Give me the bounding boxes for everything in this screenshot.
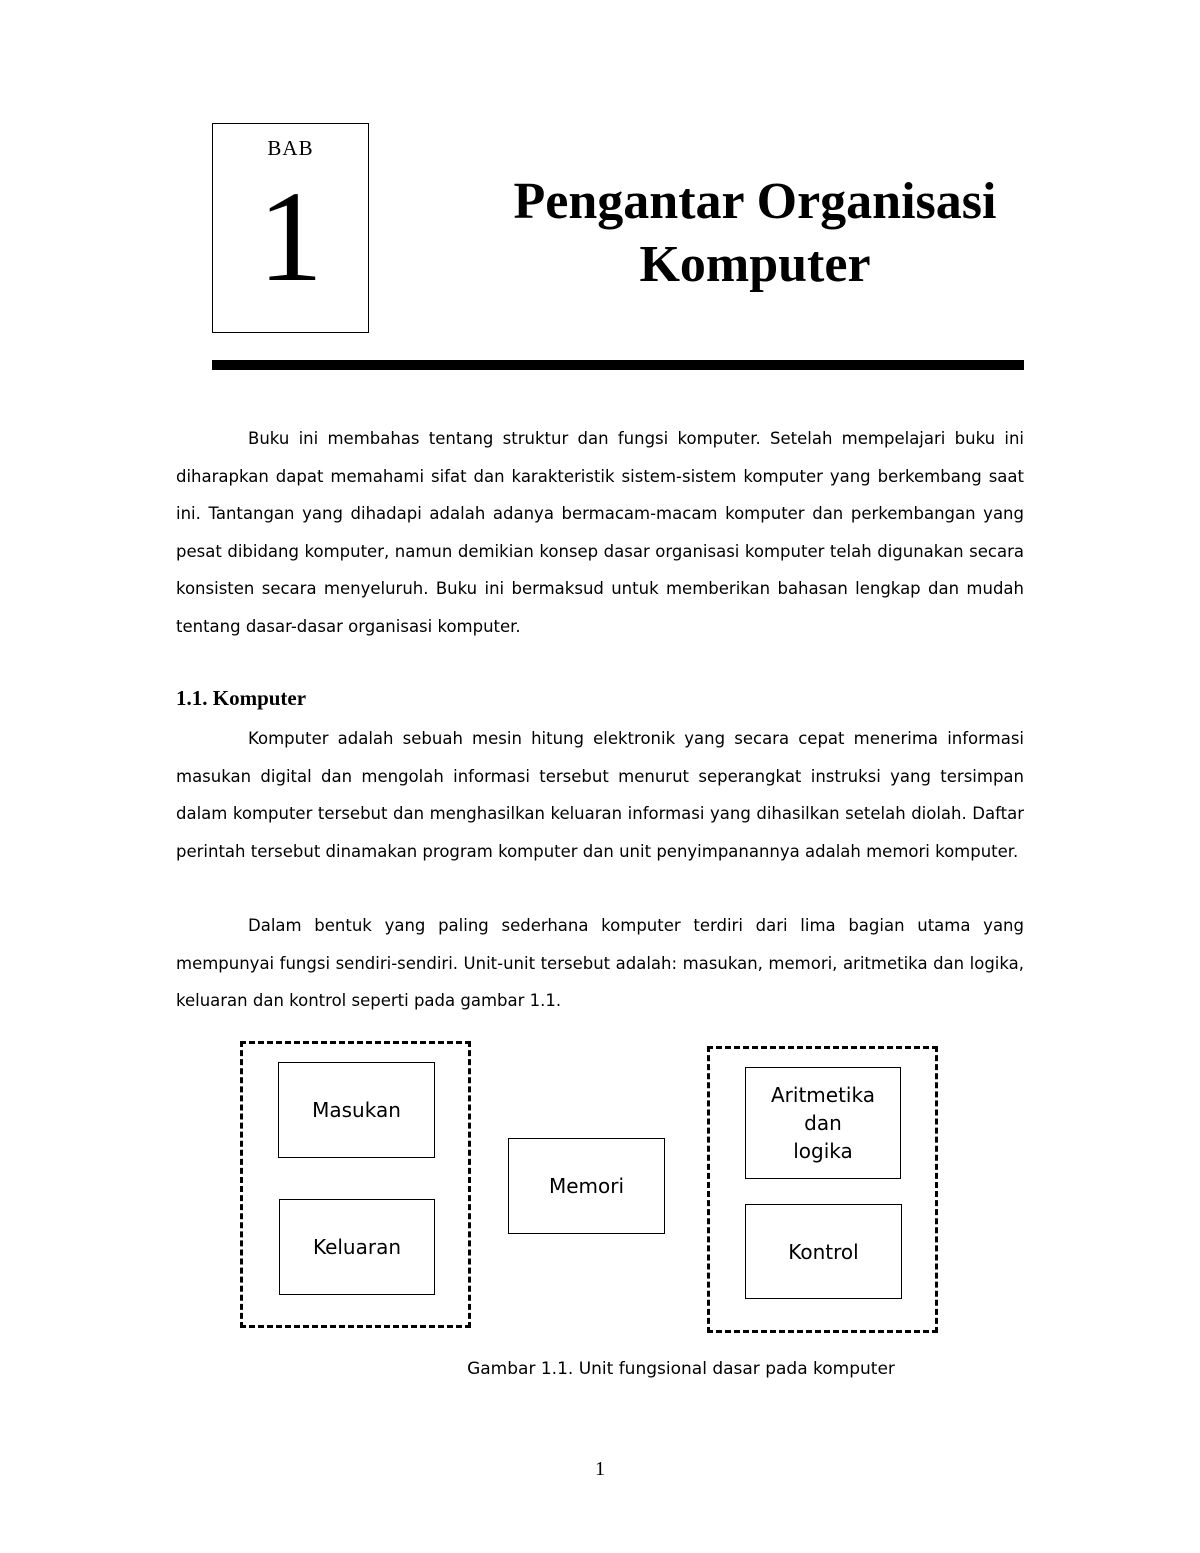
- memori-box: [508, 1138, 665, 1234]
- section-paragraph-2: Dalam bentuk yang paling sederhana komputer terdiri dari lima bagian utama yang mempunyai fungsi sendiri-sendiri. Unit-unit tersebut adalah: masukan, memori, aritmetika dan logika, keluaran dan kontrol seperti pada gambar 1.1.: [176, 916, 1024, 1010]
- alu-label-line-3: logika: [793, 1139, 853, 1163]
- intro-paragraph: Buku ini membahas tentang struktur dan fungsi komputer. Setelah mempelajari buku ini diharapkan dapat memahami sifat dan karakteristik sistem-sistem komputer yang berkembang saat ini. Tantangan yang dihadapi adalah adanya bermacam-macam komputer dan perkembangan yang pesat dibidang komputer, namun demikian konsep dasar organisasi komputer telah digunakan secara konsisten secara menyeluruh. Buku ini bermaksud untuk memberikan bahasan lengkap dan mudah tentang dasar-dasar organisasi komputer.: [176, 429, 1024, 636]
- kontrol-label: Kontrol: [788, 1239, 859, 1264]
- chapter-label: BAB: [267, 136, 314, 160]
- keluaran-label: Keluaran: [312, 1235, 402, 1259]
- chapter-title-line-1: Pengantar Organisasi: [513, 173, 997, 230]
- chapter-title-line-2: Komputer: [639, 236, 871, 293]
- kontrol-box: [745, 1204, 902, 1299]
- alu-label-line-2: dan: [804, 1111, 842, 1135]
- section-heading: 1.1. Komputer: [176, 686, 307, 710]
- alu-box: [745, 1067, 901, 1179]
- keluaran-box: [279, 1199, 435, 1295]
- chapter-number-box: [212, 123, 369, 333]
- chapter-title: [400, 170, 1110, 296]
- alu-label: [771, 1081, 875, 1165]
- title-divider: [212, 360, 1024, 370]
- page-number: 1: [595, 1458, 605, 1480]
- alu-label-line-1: Aritmetika: [771, 1083, 875, 1107]
- figure-caption: Gambar 1.1. Unit fungsional dasar pada komputer: [467, 1359, 895, 1379]
- masukan-label: Masukan: [312, 1098, 401, 1122]
- memori-label: Memori: [548, 1174, 625, 1198]
- section-paragraph-1: Komputer adalah sebuah mesin hitung elektronik yang secara cepat menerima informasi masukan digital dan mengolah informasi tersebut menurut seperangkat instruksi yang tersimpan dalam komputer tersebut dan menghasilkan keluaran informasi yang dihasilkan setelah diolah. Daftar perintah tersebut dinamakan program komputer dan unit penyimpanannya adalah memori komputer.: [176, 729, 1024, 861]
- masukan-box: [278, 1062, 435, 1158]
- chapter-number: 1: [258, 165, 323, 309]
